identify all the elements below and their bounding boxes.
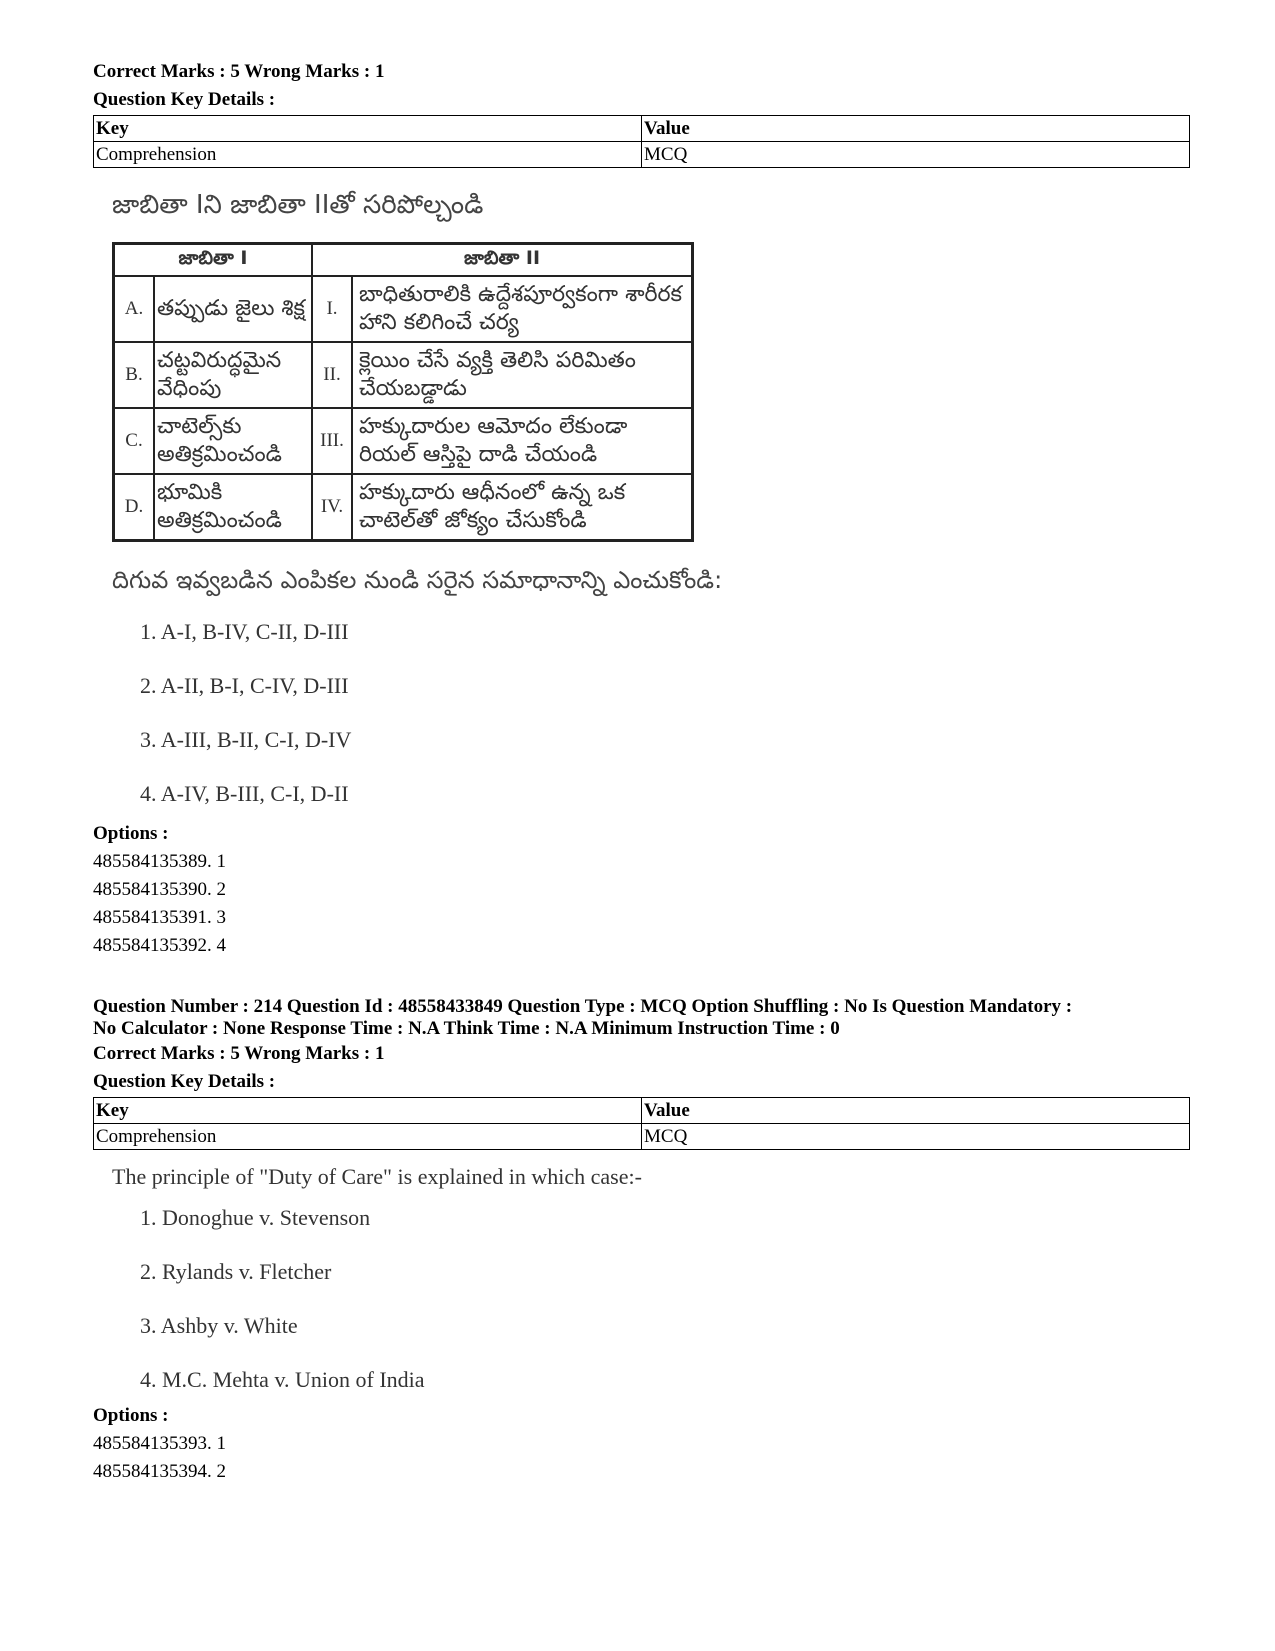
row-numeral: III. <box>312 408 352 474</box>
row-numeral: IV. <box>312 474 352 541</box>
list-1-item: చాటెల్స్‌కు అతిక్రమించండి <box>154 408 312 474</box>
q1-instruction: దిగువ ఇవ్వబడిన ఎంపికల నుండి సరైన సమాధానాన్ని ఎంచుకోండి: <box>112 566 723 594</box>
q2-choice: 3. Ashby v. White <box>140 1313 298 1338</box>
q1-key-details-label: Question Key Details : <box>93 89 276 110</box>
q2-prompt: The principle of "Duty of Care" is explained in which case:- <box>112 1164 642 1189</box>
row-letter: D. <box>114 474 155 541</box>
q1-option: 485584135390. 2 <box>93 879 226 900</box>
q2-option: 485584135394. 2 <box>93 1461 226 1482</box>
match-row <box>114 342 693 408</box>
q1-key-table <box>93 115 1190 168</box>
list-2-header: జాబితా II <box>312 244 693 277</box>
q1-option: 485584135391. 3 <box>93 907 226 928</box>
q1-marks: Correct Marks : 5 Wrong Marks : 1 <box>93 61 385 82</box>
q2-option: 485584135393. 1 <box>93 1433 226 1454</box>
q1-option: 485584135392. 4 <box>93 935 226 956</box>
q2-header-line-2: No Calculator : None Response Time : N.A Think Time : N.A Minimum Instruction Time : 0 <box>93 1018 840 1039</box>
row-numeral: I. <box>312 276 352 342</box>
q1-choice: 2. A-II, B-I, C-IV, D-III <box>140 673 349 698</box>
match-row <box>114 276 693 342</box>
list-2-item: హక్కుదారు ఆధీనంలో ఉన్న ఒక చాటెల్‌తో జోక్యం చేసుకోండి <box>352 474 693 541</box>
q1-choice: 1. A-I, B-IV, C-II, D-III <box>140 619 349 644</box>
match-table <box>112 242 694 542</box>
value-header: Value <box>642 116 1190 142</box>
q2-header-line-1: Question Number : 214 Question Id : 48558433849 Question Type : MCQ Option Shuffling : No Is Question Mandatory : <box>93 996 1073 1017</box>
q2-key-table <box>93 1097 1190 1150</box>
value-cell: MCQ <box>642 1124 1190 1150</box>
document-page <box>93 58 1193 1486</box>
q1-options-label: Options : <box>93 823 169 844</box>
row-letter: C. <box>114 408 155 474</box>
key-header: Key <box>94 1098 642 1124</box>
value-cell: MCQ <box>642 142 1190 168</box>
list-2-item: క్లెయిం చేసే వ్యక్తి తెలిసి పరిమితం చేయబడ్డాడు <box>352 342 693 408</box>
q1-prompt: జాబితా Iని జాబితా IIతో సరిపోల్చండి <box>112 190 484 220</box>
list-1-item: తప్పుడు జైలు శిక్ష <box>154 276 312 342</box>
q1-option: 485584135389. 1 <box>93 851 226 872</box>
q1-choice: 3. A-III, B-II, C-I, D-IV <box>140 727 352 752</box>
key-cell: Comprehension <box>94 142 642 168</box>
match-row <box>114 408 693 474</box>
value-header: Value <box>642 1098 1190 1124</box>
list-1-header: జాబితా I <box>114 244 313 277</box>
match-row <box>114 474 693 541</box>
row-numeral: II. <box>312 342 352 408</box>
list-1-item: చట్టవిరుద్ధమైన వేధింపు <box>154 342 312 408</box>
q2-question-image <box>112 1164 1193 1412</box>
list-2-item: బాధితురాలికి ఉద్దేశపూర్వకంగా శారీరక హాని కలిగించే చర్య <box>352 276 693 342</box>
q2-choice: 4. M.C. Mehta v. Union of India <box>140 1367 425 1392</box>
q2-marks: Correct Marks : 5 Wrong Marks : 1 <box>93 1043 385 1064</box>
key-cell: Comprehension <box>94 1124 642 1150</box>
key-header: Key <box>94 116 642 142</box>
row-letter: B. <box>114 342 155 408</box>
row-letter: A. <box>114 276 155 342</box>
q2-choice: 2. Rylands v. Fletcher <box>140 1259 332 1284</box>
q1-question-image <box>112 190 1193 826</box>
list-2-item: హక్కుదారుల ఆమోదం లేకుండా రియల్ ఆస్తిపై దాడి చేయండి <box>352 408 693 474</box>
q1-choice: 4. A-IV, B-III, C-I, D-II <box>140 781 349 806</box>
q2-options-label: Options : <box>93 1405 169 1426</box>
list-1-item: భూమికి అతిక్రమించండి <box>154 474 312 541</box>
q2-choice: 1. Donoghue v. Stevenson <box>140 1205 371 1230</box>
q2-key-details-label: Question Key Details : <box>93 1071 276 1092</box>
